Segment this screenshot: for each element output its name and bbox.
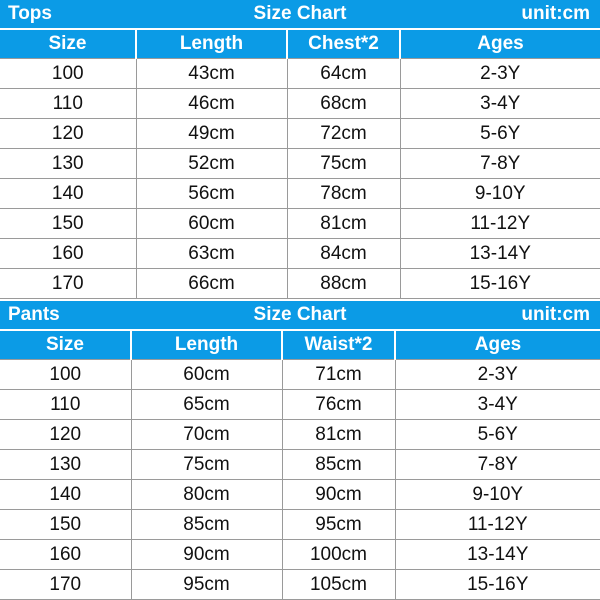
length-cell: 85cm (131, 510, 282, 540)
table-row (0, 360, 600, 390)
table-row (0, 239, 600, 269)
column-header-ages: Ages (395, 331, 600, 360)
length-cell: 60cm (131, 360, 282, 390)
ages-cell: 3-4Y (400, 89, 600, 119)
measure-cell: 64cm (287, 59, 400, 89)
length-cell: 65cm (131, 390, 282, 420)
tops-size-chart (0, 0, 600, 299)
length-cell: 63cm (136, 239, 287, 269)
column-header-size: Size (0, 30, 136, 59)
length-cell: 43cm (136, 59, 287, 89)
column-header-length: Length (136, 30, 287, 59)
size-cell: 170 (0, 269, 136, 299)
measure-cell: 81cm (282, 420, 395, 450)
size-cell: 140 (0, 179, 136, 209)
measure-cell: 76cm (282, 390, 395, 420)
ages-cell: 7-8Y (400, 149, 600, 179)
tops-table (0, 30, 600, 299)
ages-cell: 2-3Y (400, 59, 600, 89)
length-cell: 80cm (131, 480, 282, 510)
table-row (0, 119, 600, 149)
table-row (0, 209, 600, 239)
tops-header-row (0, 30, 600, 59)
measure-cell: 72cm (287, 119, 400, 149)
column-header-length: Length (131, 331, 282, 360)
length-cell: 52cm (136, 149, 287, 179)
pants-section-name: Pants (8, 304, 60, 325)
tops-section-name: Tops (8, 3, 52, 24)
ages-cell: 7-8Y (395, 450, 600, 480)
size-cell: 130 (0, 149, 136, 179)
size-cell: 160 (0, 239, 136, 269)
table-row (0, 480, 600, 510)
length-cell: 49cm (136, 119, 287, 149)
size-cell: 120 (0, 420, 131, 450)
table-row (0, 149, 600, 179)
size-cell: 100 (0, 360, 131, 390)
length-cell: 46cm (136, 89, 287, 119)
length-cell: 70cm (131, 420, 282, 450)
size-cell: 170 (0, 570, 131, 600)
measure-cell: 95cm (282, 510, 395, 540)
ages-cell: 3-4Y (395, 390, 600, 420)
measure-cell: 81cm (287, 209, 400, 239)
tops-title-bar (0, 0, 600, 30)
table-row (0, 269, 600, 299)
pants-chart-title: Size Chart (253, 304, 347, 325)
length-cell: 75cm (131, 450, 282, 480)
tops-body (0, 59, 600, 299)
length-cell: 66cm (136, 269, 287, 299)
column-header-ages: Ages (400, 30, 600, 59)
pants-size-chart (0, 301, 600, 600)
ages-cell: 5-6Y (395, 420, 600, 450)
ages-cell: 11-12Y (400, 209, 600, 239)
length-cell: 56cm (136, 179, 287, 209)
measure-cell: 90cm (282, 480, 395, 510)
table-row (0, 570, 600, 600)
measure-cell: 71cm (282, 360, 395, 390)
table-row (0, 450, 600, 480)
measure-cell: 88cm (287, 269, 400, 299)
ages-cell: 11-12Y (395, 510, 600, 540)
measure-cell: 68cm (287, 89, 400, 119)
column-header-size: Size (0, 331, 131, 360)
size-cell: 150 (0, 209, 136, 239)
size-cell: 150 (0, 510, 131, 540)
ages-cell: 15-16Y (400, 269, 600, 299)
pants-title-bar (0, 301, 600, 331)
size-cell: 100 (0, 59, 136, 89)
measure-cell: 85cm (282, 450, 395, 480)
pants-unit-label: unit:cm (521, 304, 590, 325)
ages-cell: 13-14Y (400, 239, 600, 269)
table-row (0, 540, 600, 570)
size-cell: 110 (0, 390, 131, 420)
table-row (0, 390, 600, 420)
size-cell: 130 (0, 450, 131, 480)
tops-chart-title: Size Chart (253, 3, 347, 24)
length-cell: 95cm (131, 570, 282, 600)
table-row (0, 89, 600, 119)
measure-cell: 75cm (287, 149, 400, 179)
column-header-chest: Chest*2 (287, 30, 400, 59)
table-row (0, 420, 600, 450)
pants-table (0, 331, 600, 600)
ages-cell: 9-10Y (395, 480, 600, 510)
table-row (0, 59, 600, 89)
size-cell: 110 (0, 89, 136, 119)
measure-cell: 84cm (287, 239, 400, 269)
ages-cell: 15-16Y (395, 570, 600, 600)
ages-cell: 5-6Y (400, 119, 600, 149)
ages-cell: 9-10Y (400, 179, 600, 209)
tops-unit-label: unit:cm (521, 3, 590, 24)
ages-cell: 2-3Y (395, 360, 600, 390)
column-header-waist: Waist*2 (282, 331, 395, 360)
size-cell: 120 (0, 119, 136, 149)
measure-cell: 105cm (282, 570, 395, 600)
size-cell: 140 (0, 480, 131, 510)
measure-cell: 78cm (287, 179, 400, 209)
length-cell: 90cm (131, 540, 282, 570)
pants-header-row (0, 331, 600, 360)
pants-body (0, 360, 600, 600)
length-cell: 60cm (136, 209, 287, 239)
table-row (0, 510, 600, 540)
ages-cell: 13-14Y (395, 540, 600, 570)
size-cell: 160 (0, 540, 131, 570)
table-row (0, 179, 600, 209)
measure-cell: 100cm (282, 540, 395, 570)
